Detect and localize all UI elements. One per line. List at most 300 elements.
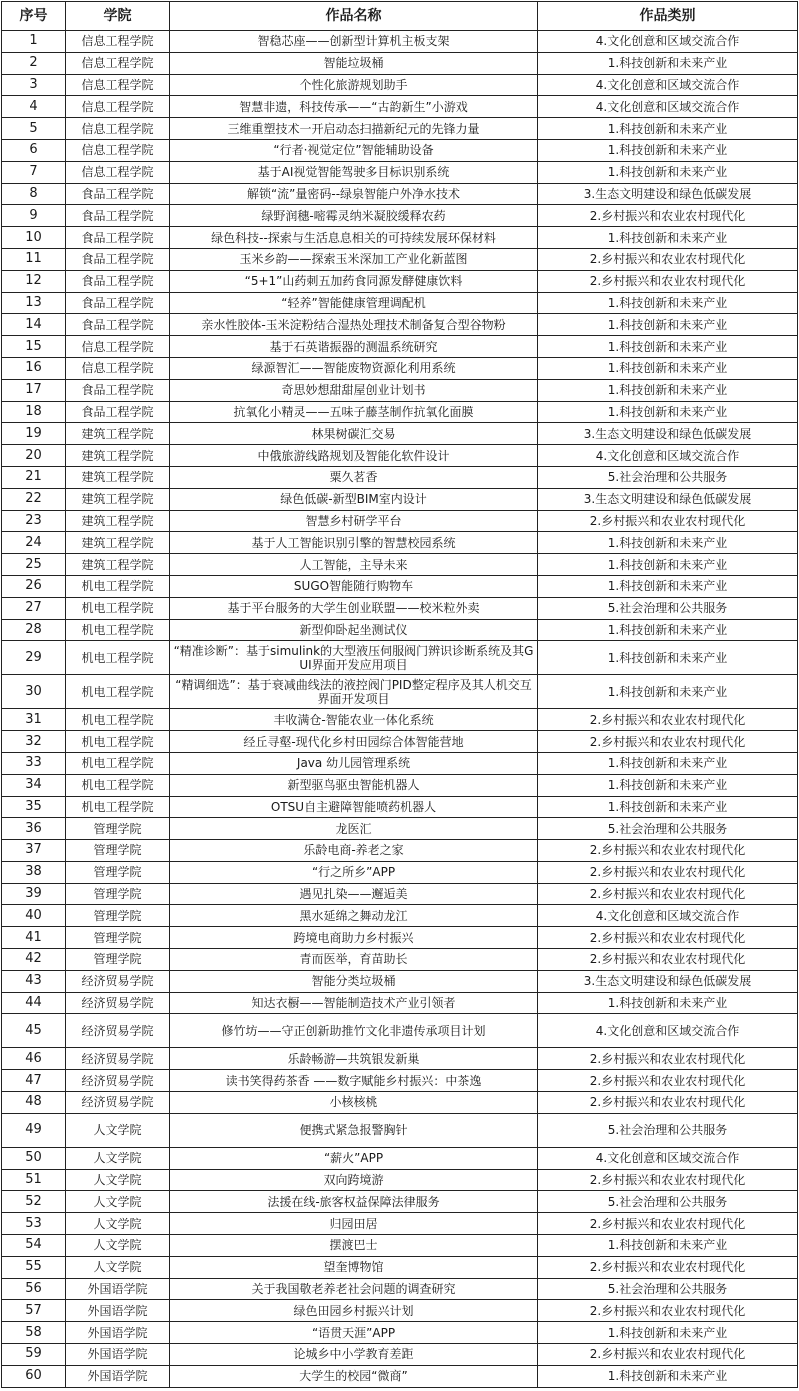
cell-category: 5.社会治理和公共服务 [538,466,798,488]
cell-college: 建筑工程学院 [66,554,170,576]
cell-college: 信息工程学院 [66,357,170,379]
cell-name: “语贯天涯”APP [170,1322,538,1344]
cell-name: 论城乡中小学教育差距 [170,1344,538,1366]
cell-name: 绿色田园乡村振兴计划 [170,1300,538,1322]
cell-college: 人文学院 [66,1147,170,1169]
cell-category: 1.科技创新和未来产业 [538,314,798,336]
cell-name: 摆渡巴士 [170,1235,538,1257]
cell-seq: 43 [2,970,66,992]
cell-name: SUGO智能随行购物车 [170,575,538,597]
cell-category: 1.科技创新和未来产业 [538,336,798,358]
cell-category: 4.文化创意和区域交流合作 [538,31,798,53]
cell-name: 遇见扎染——邂逅美 [170,883,538,905]
cell-seq: 53 [2,1213,66,1235]
table-row [2,488,798,510]
cell-college: 食品工程学院 [66,292,170,314]
cell-category: 4.文化创意和区域交流合作 [538,74,798,96]
cell-college: 外国语学院 [66,1322,170,1344]
cell-name: “薪火”APP [170,1147,538,1169]
cell-seq: 15 [2,336,66,358]
cell-seq: 50 [2,1147,66,1169]
cell-seq: 39 [2,883,66,905]
cell-seq: 17 [2,379,66,401]
cell-category: 1.科技创新和未来产业 [538,619,798,641]
cell-name: 基于平台服务的大学生创业联盟——校米粒外卖 [170,597,538,619]
cell-seq: 35 [2,796,66,818]
cell-college: 机电工程学院 [66,774,170,796]
cell-college: 建筑工程学院 [66,488,170,510]
cell-college: 经济贸易学院 [66,992,170,1014]
cell-category: 5.社会治理和公共服务 [538,1191,798,1213]
table-row [2,96,798,118]
cell-seq: 24 [2,532,66,554]
cell-name: 便携式紧急报警胸针 [170,1113,538,1147]
header-college: 学院 [66,2,170,31]
cell-college: 信息工程学院 [66,161,170,183]
table-row [2,205,798,227]
cell-name: 归园田居 [170,1213,538,1235]
cell-name: “行之所乡”APP [170,861,538,883]
table-row [2,575,798,597]
cell-college: 信息工程学院 [66,336,170,358]
cell-category: 2.乡村振兴和农业农村现代化 [538,1048,798,1070]
cell-category: 2.乡村振兴和农业农村现代化 [538,248,798,270]
cell-seq: 44 [2,992,66,1014]
cell-name: 智能垃圾桶 [170,52,538,74]
cell-category: 2.乡村振兴和农业农村现代化 [538,731,798,753]
cell-college: 食品工程学院 [66,205,170,227]
table-row [2,1235,798,1257]
cell-college: 食品工程学院 [66,248,170,270]
cell-college: 建筑工程学院 [66,510,170,532]
cell-college: 经济贸易学院 [66,1092,170,1114]
table-row [2,401,798,423]
cell-category: 2.乡村振兴和农业农村现代化 [538,1344,798,1366]
table-row [2,314,798,336]
table-row [2,161,798,183]
cell-college: 人文学院 [66,1213,170,1235]
cell-category: 4.文化创意和区域交流合作 [538,1147,798,1169]
header-category: 作品类别 [538,2,798,31]
cell-category: 4.文化创意和区域交流合作 [538,96,798,118]
cell-college: 机电工程学院 [66,731,170,753]
cell-name: 基于AI视觉智能驾驶多目标识别系统 [170,161,538,183]
cell-college: 管理学院 [66,818,170,840]
cell-college: 人文学院 [66,1169,170,1191]
cell-name: 奇思妙想甜甜屋创业计划书 [170,379,538,401]
table-row [2,1300,798,1322]
table-row [2,1256,798,1278]
cell-seq: 26 [2,575,66,597]
cell-college: 管理学院 [66,883,170,905]
cell-seq: 6 [2,139,66,161]
table-row [2,774,798,796]
table-row [2,466,798,488]
cell-college: 食品工程学院 [66,401,170,423]
cell-college: 建筑工程学院 [66,532,170,554]
table-row [2,905,798,927]
cell-seq: 47 [2,1070,66,1092]
cell-name: 新型仰卧起坐测试仪 [170,619,538,641]
cell-seq: 23 [2,510,66,532]
cell-college: 机电工程学院 [66,675,170,709]
cell-seq: 49 [2,1113,66,1147]
cell-category: 2.乡村振兴和农业农村现代化 [538,1213,798,1235]
table-row [2,118,798,140]
cell-seq: 55 [2,1256,66,1278]
cell-name: 智慧非遗，科技传承——“古韵新生”小游戏 [170,96,538,118]
cell-seq: 29 [2,641,66,675]
table-row [2,992,798,1014]
cell-name: 智能分类垃圾桶 [170,970,538,992]
cell-college: 管理学院 [66,840,170,862]
cell-college: 机电工程学院 [66,619,170,641]
cell-category: 3.生态文明建设和绿色低碳发展 [538,423,798,445]
cell-category: 1.科技创新和未来产业 [538,1322,798,1344]
cell-college: 人文学院 [66,1113,170,1147]
cell-name: 三维重塑技术一开启动态扫描新纪元的先锋力量 [170,118,538,140]
cell-college: 信息工程学院 [66,96,170,118]
cell-category: 2.乡村振兴和农业农村现代化 [538,883,798,905]
cell-college: 机电工程学院 [66,796,170,818]
cell-name: “精准诊断”：基于simulink的大型液压伺服阀门辨识诊断系统及其GUI界面开发应用项目 [170,641,538,675]
cell-seq: 25 [2,554,66,576]
cell-college: 食品工程学院 [66,379,170,401]
table-row [2,1147,798,1169]
cell-seq: 52 [2,1191,66,1213]
cell-category: 5.社会治理和公共服务 [538,1113,798,1147]
cell-college: 食品工程学院 [66,183,170,205]
cell-college: 管理学院 [66,927,170,949]
cell-seq: 31 [2,709,66,731]
cell-seq: 59 [2,1344,66,1366]
cell-college: 经济贸易学院 [66,1070,170,1092]
cell-name: 中俄旅游线路规划及智能化软件设计 [170,445,538,467]
cell-college: 外国语学院 [66,1300,170,1322]
cell-category: 1.科技创新和未来产业 [538,532,798,554]
table-row [2,554,798,576]
cell-seq: 33 [2,752,66,774]
table-row [2,227,798,249]
cell-name: Java 幼儿园管理系统 [170,752,538,774]
cell-category: 1.科技创新和未来产业 [538,1365,798,1387]
cell-seq: 16 [2,357,66,379]
cell-seq: 37 [2,840,66,862]
cell-seq: 7 [2,161,66,183]
table-row [2,532,798,554]
cell-name: 知达衣橱——智能制造技术产业引领者 [170,992,538,1014]
table-row [2,1092,798,1114]
cell-category: 3.生态文明建设和绿色低碳发展 [538,488,798,510]
cell-seq: 22 [2,488,66,510]
cell-name: 个性化旅游规划助手 [170,74,538,96]
cell-name: 绿色科技--探索与生活息息相关的可持续发展环保材料 [170,227,538,249]
cell-name: 绿野润穗-嘧霉灵纳米凝胶缓释农药 [170,205,538,227]
cell-category: 2.乡村振兴和农业农村现代化 [538,840,798,862]
cell-name: 大学生的校园“微商” [170,1365,538,1387]
table-row [2,248,798,270]
cell-category: 2.乡村振兴和农业农村现代化 [538,510,798,532]
table-row [2,336,798,358]
cell-category: 2.乡村振兴和农业农村现代化 [538,709,798,731]
cell-seq: 5 [2,118,66,140]
cell-college: 机电工程学院 [66,709,170,731]
cell-category: 2.乡村振兴和农业农村现代化 [538,949,798,971]
cell-category: 1.科技创新和未来产业 [538,641,798,675]
header-seq: 序号 [2,2,66,31]
table-row [2,1365,798,1387]
table-row [2,1014,798,1048]
cell-name: OTSU自主避障智能喷药机器人 [170,796,538,818]
cell-name: 抗氧化小精灵——五味子藤茎制作抗氧化面膜 [170,401,538,423]
cell-seq: 9 [2,205,66,227]
cell-college: 信息工程学院 [66,74,170,96]
cell-seq: 28 [2,619,66,641]
table-body [2,31,798,1388]
cell-category: 2.乡村振兴和农业农村现代化 [538,205,798,227]
table-row [2,949,798,971]
cell-name: 亲水性胶体-玉米淀粉结合湿热处理技术制备复合型谷物粉 [170,314,538,336]
cell-name: 基于人工智能识别引擎的智慧校园系统 [170,532,538,554]
cell-name: 智稳芯座——创新型计算机主板支架 [170,31,538,53]
table-row [2,731,798,753]
table-row [2,1344,798,1366]
cell-seq: 56 [2,1278,66,1300]
cell-college: 人文学院 [66,1235,170,1257]
cell-seq: 48 [2,1092,66,1114]
table-row [2,927,798,949]
cell-name: 望奎博物馆 [170,1256,538,1278]
cell-category: 3.生态文明建设和绿色低碳发展 [538,183,798,205]
cell-category: 1.科技创新和未来产业 [538,992,798,1014]
cell-college: 经济贸易学院 [66,1014,170,1048]
cell-seq: 45 [2,1014,66,1048]
cell-category: 1.科技创新和未来产业 [538,139,798,161]
cell-seq: 41 [2,927,66,949]
cell-category: 4.文化创意和区域交流合作 [538,1014,798,1048]
cell-category: 1.科技创新和未来产业 [538,118,798,140]
cell-name: 乐龄畅游—共筑银发新巢 [170,1048,538,1070]
cell-name: 新型驱鸟驱虫智能机器人 [170,774,538,796]
cell-seq: 13 [2,292,66,314]
cell-seq: 2 [2,52,66,74]
table-row [2,709,798,731]
table-row [2,641,798,675]
header-name: 作品名称 [170,2,538,31]
cell-category: 1.科技创新和未来产业 [538,292,798,314]
cell-college: 经济贸易学院 [66,1048,170,1070]
cell-category: 1.科技创新和未来产业 [538,161,798,183]
cell-name: “行者·视觉定位”智能辅助设备 [170,139,538,161]
cell-category: 2.乡村振兴和农业农村现代化 [538,270,798,292]
cell-college: 机电工程学院 [66,641,170,675]
cell-name: 林果树碳汇交易 [170,423,538,445]
cell-category: 1.科技创新和未来产业 [538,796,798,818]
works-table [1,1,798,1388]
cell-college: 建筑工程学院 [66,445,170,467]
table-row [2,445,798,467]
cell-category: 3.生态文明建设和绿色低碳发展 [538,970,798,992]
table-row [2,183,798,205]
table-row [2,818,798,840]
cell-college: 信息工程学院 [66,139,170,161]
table-row [2,883,798,905]
cell-category: 1.科技创新和未来产业 [538,52,798,74]
cell-category: 1.科技创新和未来产业 [538,357,798,379]
cell-name: “精调细选”：基于衰减曲线法的液控阀门PID整定程序及其人机交互界面开发项目 [170,675,538,709]
cell-category: 2.乡村振兴和农业农村现代化 [538,1092,798,1114]
cell-name: 丰收满仓-智能农业一体化系统 [170,709,538,731]
table-row [2,1322,798,1344]
cell-category: 2.乡村振兴和农业农村现代化 [538,927,798,949]
cell-college: 管理学院 [66,949,170,971]
cell-seq: 18 [2,401,66,423]
table-row [2,357,798,379]
cell-category: 1.科技创新和未来产业 [538,774,798,796]
cell-seq: 36 [2,818,66,840]
cell-seq: 58 [2,1322,66,1344]
cell-seq: 30 [2,675,66,709]
table-row [2,270,798,292]
cell-category: 1.科技创新和未来产业 [538,575,798,597]
cell-college: 机电工程学院 [66,597,170,619]
table-row [2,675,798,709]
cell-seq: 51 [2,1169,66,1191]
cell-name: 绿色低碳-新型BIM室内设计 [170,488,538,510]
cell-name: 乐龄电商-养老之家 [170,840,538,862]
cell-seq: 10 [2,227,66,249]
table-row [2,423,798,445]
cell-seq: 32 [2,731,66,753]
table-row [2,1048,798,1070]
cell-category: 1.科技创新和未来产业 [538,401,798,423]
cell-name: 读书笑得药茶香 ——数字赋能乡村振兴：中茶逸 [170,1070,538,1092]
table-row [2,619,798,641]
cell-name: 绿源智汇——智能废物资源化利用系统 [170,357,538,379]
cell-college: 食品工程学院 [66,314,170,336]
table-row [2,970,798,992]
cell-college: 建筑工程学院 [66,466,170,488]
cell-category: 1.科技创新和未来产业 [538,752,798,774]
cell-name: 青而医举，育苗助长 [170,949,538,971]
cell-college: 信息工程学院 [66,52,170,74]
cell-seq: 12 [2,270,66,292]
cell-college: 机电工程学院 [66,575,170,597]
cell-category: 1.科技创新和未来产业 [538,675,798,709]
cell-college: 外国语学院 [66,1344,170,1366]
cell-category: 1.科技创新和未来产业 [538,227,798,249]
cell-name: 人工智能，主导未来 [170,554,538,576]
cell-category: 1.科技创新和未来产业 [538,379,798,401]
table-row [2,139,798,161]
cell-seq: 60 [2,1365,66,1387]
cell-seq: 34 [2,774,66,796]
table-row [2,861,798,883]
cell-college: 食品工程学院 [66,270,170,292]
cell-seq: 1 [2,31,66,53]
cell-category: 2.乡村振兴和农业农村现代化 [538,1169,798,1191]
cell-college: 外国语学院 [66,1365,170,1387]
cell-seq: 8 [2,183,66,205]
cell-seq: 19 [2,423,66,445]
cell-seq: 46 [2,1048,66,1070]
cell-college: 信息工程学院 [66,31,170,53]
cell-college: 人文学院 [66,1256,170,1278]
table-row [2,1191,798,1213]
cell-seq: 20 [2,445,66,467]
cell-category: 1.科技创新和未来产业 [538,554,798,576]
cell-name: 双向跨境游 [170,1169,538,1191]
table-row [2,1213,798,1235]
cell-category: 5.社会治理和公共服务 [538,818,798,840]
cell-seq: 57 [2,1300,66,1322]
table-row [2,1113,798,1147]
cell-college: 管理学院 [66,861,170,883]
table-row [2,1169,798,1191]
cell-college: 人文学院 [66,1191,170,1213]
table-row [2,840,798,862]
table-row [2,74,798,96]
cell-seq: 3 [2,74,66,96]
cell-seq: 14 [2,314,66,336]
table-row [2,379,798,401]
cell-college: 管理学院 [66,905,170,927]
table-row [2,31,798,53]
cell-category: 5.社会治理和公共服务 [538,1278,798,1300]
cell-college: 建筑工程学院 [66,423,170,445]
cell-category: 2.乡村振兴和农业农村现代化 [538,861,798,883]
cell-category: 2.乡村振兴和农业农村现代化 [538,1256,798,1278]
cell-name: 智慧乡村研学平台 [170,510,538,532]
cell-category: 2.乡村振兴和农业农村现代化 [538,1070,798,1092]
table-row [2,1070,798,1092]
cell-seq: 27 [2,597,66,619]
cell-name: 基于石英谐振器的测温系统研究 [170,336,538,358]
cell-seq: 54 [2,1235,66,1257]
cell-category: 4.文化创意和区域交流合作 [538,905,798,927]
cell-name: 法援在线-旅客权益保障法律服务 [170,1191,538,1213]
table-row [2,510,798,532]
cell-seq: 4 [2,96,66,118]
cell-college: 机电工程学院 [66,752,170,774]
cell-name: 小核核桃 [170,1092,538,1114]
cell-name: 黑水延绵之舞动龙江 [170,905,538,927]
cell-college: 经济贸易学院 [66,970,170,992]
cell-category: 5.社会治理和公共服务 [538,597,798,619]
table-row [2,752,798,774]
cell-name: 跨境电商助力乡村振兴 [170,927,538,949]
cell-seq: 40 [2,905,66,927]
cell-name: 龙医汇 [170,818,538,840]
table-row [2,597,798,619]
cell-name: “5+1”山药刺五加药食同源发酵健康饮料 [170,270,538,292]
cell-category: 4.文化创意和区域交流合作 [538,445,798,467]
cell-seq: 42 [2,949,66,971]
cell-name: 玉米乡韵——探索玉米深加工产业化新蓝图 [170,248,538,270]
cell-name: 解锁“流”量密码--绿泉智能户外净水技术 [170,183,538,205]
cell-seq: 21 [2,466,66,488]
table-row [2,1278,798,1300]
cell-name: 修竹坊——守正创新助推竹文化非遗传承项目计划 [170,1014,538,1048]
table-header-row [2,2,798,31]
table-row [2,796,798,818]
table-row [2,292,798,314]
table-row [2,52,798,74]
cell-name: 关于我国敬老养老社会问题的调查研究 [170,1278,538,1300]
cell-college: 外国语学院 [66,1278,170,1300]
cell-college: 食品工程学院 [66,227,170,249]
cell-college: 信息工程学院 [66,118,170,140]
